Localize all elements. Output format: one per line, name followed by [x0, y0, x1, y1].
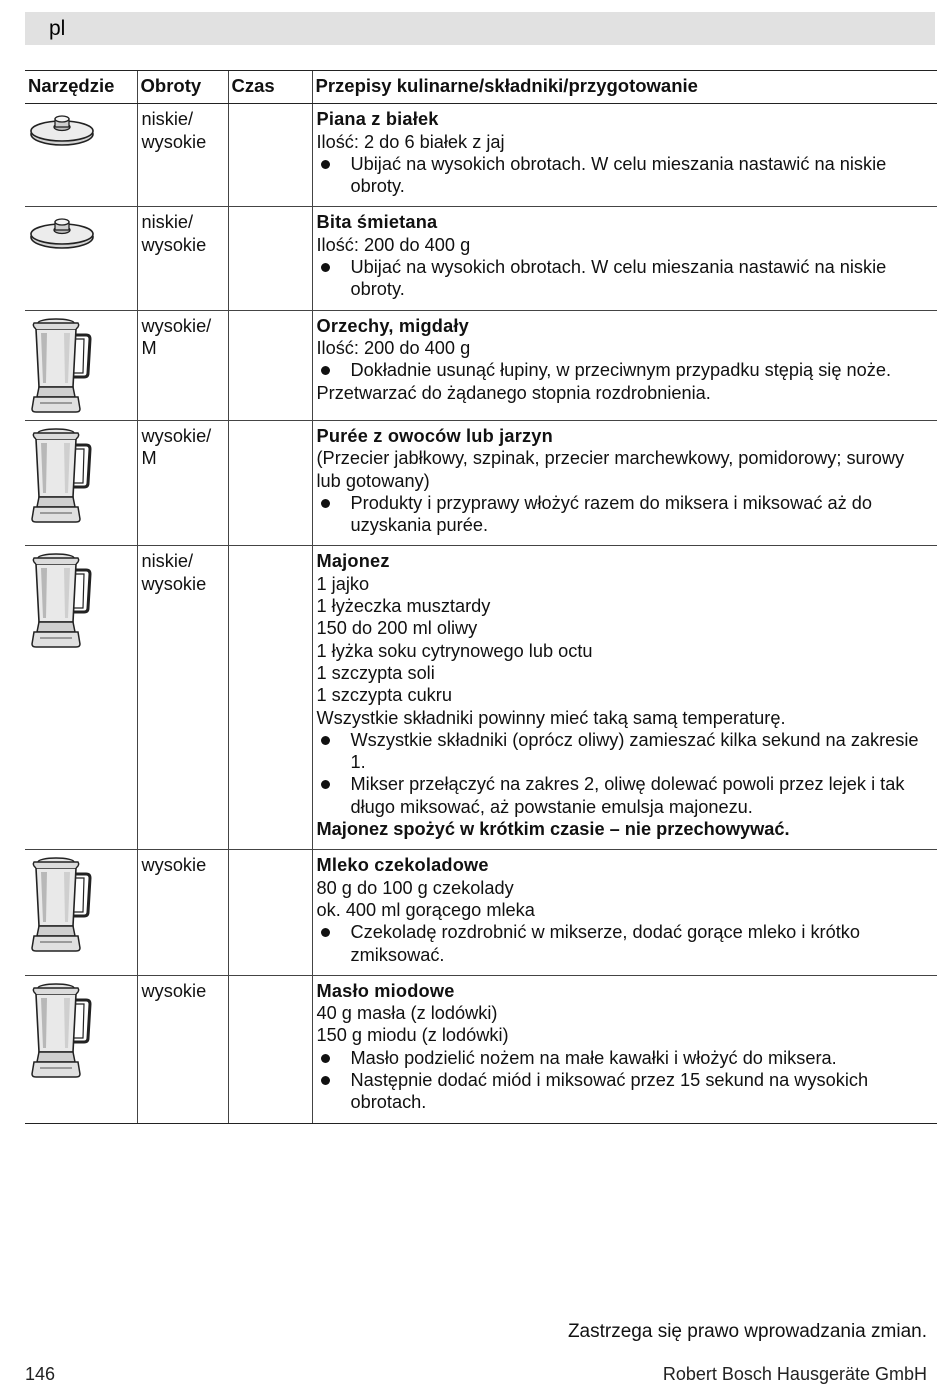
recipe-ingredient-line: Ilość: 200 do 400 g — [316, 234, 471, 255]
time-cell — [228, 104, 312, 207]
time-cell — [228, 310, 312, 420]
recipes-body — [25, 104, 937, 1123]
recipe-cell — [312, 207, 937, 310]
recipe-instruction-line: Przetwarzać do żądanego stopnia rozdrobnienia. — [316, 382, 711, 403]
recipe-ingredient-line: 40 g masła (z lodówki) — [316, 1003, 498, 1024]
recipe-ingredient-line: 150 g miodu (z lodówki) — [316, 1025, 509, 1046]
time-cell — [228, 850, 312, 975]
language-bar — [25, 12, 935, 45]
language-label: pl — [49, 17, 66, 40]
blender-jug-icon — [28, 427, 137, 530]
speed-cell: wysokie/ M — [137, 420, 228, 545]
recipes-table — [25, 70, 937, 1124]
table-row — [25, 546, 937, 850]
tool-cell — [25, 104, 137, 207]
tool-cell — [25, 850, 137, 975]
recipe-ingredient-line: (Przecier jabłkowy, szpinak, przecier marchewkowy, pomidorowy; surowy lub gotowany) — [316, 448, 905, 491]
tool-cell — [25, 207, 137, 310]
column-header-tool: Narzędzie — [25, 71, 137, 104]
recipe-title: Bita śmietana — [316, 212, 438, 233]
time-cell — [228, 546, 312, 850]
speed-cell: niskie/ wysokie — [137, 104, 228, 207]
speed-cell: wysokie — [137, 975, 228, 1123]
blender-jug-icon — [28, 552, 137, 655]
tool-cell — [25, 420, 137, 545]
recipe-title: Purée z owoców lub jarzyn — [316, 425, 553, 446]
whisk-disc-icon — [28, 110, 137, 155]
recipe-ingredient-line: Wszystkie składniki powinny mieć taką samą temperaturę. — [316, 707, 786, 728]
recipe-step-bullet: Czekoladę rozdrobnić w mikserze, dodać gorące mleko i krótko zmiksować. — [317, 921, 934, 966]
recipe-cell — [312, 975, 937, 1123]
recipe-ingredient-line: 1 szczypta soli — [316, 662, 435, 683]
recipe-title: Masło miodowe — [316, 980, 455, 1001]
recipe-step-bullet: Następnie dodać miód i miksować przez 15 sekund na wysokich obrotach. — [317, 1069, 934, 1114]
tool-cell — [25, 546, 137, 850]
time-cell — [228, 975, 312, 1123]
speed-cell: wysokie/ M — [137, 310, 228, 420]
whisk-disc-icon — [28, 213, 137, 258]
table-row — [25, 420, 937, 545]
table-row — [25, 975, 937, 1123]
column-header-time: Czas — [228, 71, 312, 104]
recipe-ingredient-line: 1 jajko — [316, 573, 370, 594]
recipe-ingredient-line: 150 do 200 ml oliwy — [316, 618, 478, 639]
tool-cell — [25, 310, 137, 420]
blender-jug-icon — [28, 982, 137, 1085]
recipe-ingredient-line: ok. 400 ml gorącego mleka — [316, 899, 535, 920]
table-row — [25, 104, 937, 207]
table-row — [25, 850, 937, 975]
tool-cell — [25, 975, 137, 1123]
recipe-ingredient-line: 1 łyżeczka musztardy — [316, 596, 491, 617]
recipe-step-bullet: Wszystkie składniki (oprócz oliwy) zamieszać kilka sekund na zakresie 1. — [317, 729, 934, 774]
recipe-title: Majonez — [316, 551, 390, 572]
recipe-ingredient-line: Ilość: 200 do 400 g — [316, 337, 471, 358]
recipe-ingredient-line: 80 g do 100 g czekolady — [316, 877, 514, 898]
recipe-cell — [312, 104, 937, 207]
recipe-step-bullet: Produkty i przyprawy włożyć razem do miksera i miksować aż do uzyskania purée. — [317, 492, 934, 537]
recipe-cell — [312, 546, 937, 850]
table-row — [25, 207, 937, 310]
recipe-step-bullet: Ubijać na wysokich obrotach. W celu mieszania nastawić na niskie obroty. — [317, 153, 934, 198]
recipe-ingredient-line: 1 szczypta cukru — [316, 685, 452, 706]
table-row — [25, 310, 937, 420]
footer-note: Zastrzega się prawo wprowadzania zmian. — [567, 1321, 927, 1342]
recipe-step-bullet: Dokładnie usunąć łupiny, w przeciwnym przypadku stępią się noże. — [317, 359, 934, 381]
time-cell — [228, 207, 312, 310]
recipe-warning-note: Majonez spożyć w krótkim czasie – nie przechowywać. — [316, 819, 790, 840]
recipe-ingredient-line: Ilość: 2 do 6 białek z jaj — [316, 131, 505, 152]
page-number: 146 — [25, 1364, 56, 1384]
recipe-title: Orzechy, migdały — [316, 315, 469, 336]
recipe-step-bullet: Ubijać na wysokich obrotach. W celu mieszania nastawić na niskie obroty. — [317, 256, 934, 301]
recipe-cell — [312, 420, 937, 545]
time-cell — [228, 420, 312, 545]
table-header-row — [25, 71, 937, 104]
blender-jug-icon — [28, 317, 137, 420]
recipe-cell — [312, 310, 937, 420]
blender-jug-icon — [28, 856, 137, 959]
recipe-step-bullet: Mikser przełączyć na zakres 2, oliwę dolewać powoli przez lejek i tak długo miksować, aż powstanie emulsja majonezu. — [317, 773, 934, 818]
publisher-name: Robert Bosch Hausgeräte GmbH — [662, 1364, 927, 1384]
speed-cell: niskie/ wysokie — [137, 207, 228, 310]
recipe-step-bullet: Masło podzielić nożem na małe kawałki i włożyć do miksera. — [317, 1047, 934, 1069]
recipe-cell — [312, 850, 937, 975]
recipe-title: Piana z białek — [316, 109, 439, 130]
recipe-ingredient-line: 1 łyżka soku cytrynowego lub octu — [316, 640, 593, 661]
recipe-title: Mleko czekoladowe — [316, 855, 489, 876]
column-header-recipe: Przepisy kulinarne/składniki/przygotowanie — [312, 71, 937, 104]
speed-cell: wysokie — [137, 850, 228, 975]
speed-cell: niskie/ wysokie — [137, 546, 228, 850]
column-header-speed: Obroty — [137, 71, 228, 104]
